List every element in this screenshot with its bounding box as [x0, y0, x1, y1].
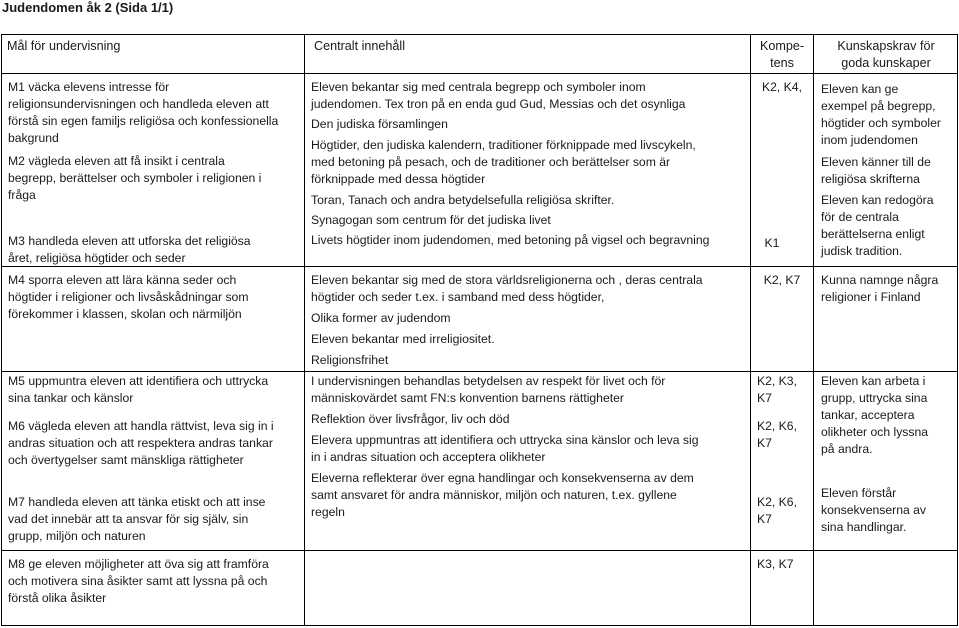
criteria-line: berättelserna enligt: [821, 227, 925, 241]
goal-line: året, religiösa högtider och seder: [8, 251, 186, 265]
goal-line: förstå olika åsikter: [8, 591, 107, 605]
header-goals: [7, 38, 120, 55]
col-divider-2: [750, 34, 751, 626]
content-row-2: [311, 272, 703, 369]
content-line: Religionsfrihet: [311, 353, 389, 367]
goal-line: M8 ge eleven möjligheter att öva sig att framföra: [8, 557, 269, 571]
content-line: högtider och seder t.ex. i samband med dess högtider,: [311, 290, 605, 304]
goal-m6: [8, 418, 274, 469]
content-line: Reflektion över livsfrågor, liv och död: [311, 412, 510, 426]
goal-m2: [8, 153, 261, 204]
content-line: regeln: [311, 505, 345, 519]
content-row-3: [311, 373, 699, 521]
header-criteria-line: goda kunskaper: [841, 56, 931, 70]
competence-value: K7: [757, 512, 772, 526]
page-title: Judendomen åk 2 (Sida 1/1): [2, 0, 174, 15]
criteria-line: religioner i Finland: [821, 290, 921, 304]
content-line: Eleverna reflekterar över egna handlingar och konsekvenserna av dem: [311, 471, 694, 485]
goal-line: och motivera sina åsikter samt att lyssna på och: [8, 574, 268, 588]
criteria-row-3b: [821, 485, 926, 536]
goal-line: sina tankar och känslor: [8, 391, 134, 405]
criteria-line: Kunna namnge några: [821, 273, 939, 287]
criteria-line: olikheter och lyssna: [821, 425, 929, 439]
content-line: Synagogan som centrum för det judiska livet: [311, 213, 551, 227]
criteria-line: exempel på begrepp,: [821, 99, 936, 113]
content-line: med betoning på pesach, och de traditioner och berättelser som är: [311, 155, 671, 169]
goal-m4: [8, 272, 249, 323]
col-divider-1: [304, 34, 305, 626]
goal-m3: [8, 233, 251, 267]
criteria-line: högtider och symboler: [821, 116, 941, 130]
criteria-line: Eleven kan redogöra: [821, 193, 934, 207]
goal-line: förekommer i klassen, skolan och närmiljön: [8, 307, 242, 321]
criteria-line: sina handlingar.: [821, 520, 907, 534]
goal-line: fråga: [8, 188, 36, 202]
header-divider: [1, 73, 958, 74]
competence-value: K2, K6,: [757, 419, 797, 433]
criteria-line: grupp, uttrycka sina: [821, 391, 928, 405]
goal-line: religionsundervisningen och handleda eleven att: [8, 97, 269, 111]
competence-value: K2, K4,: [762, 80, 802, 94]
goal-line: andras situation och att respektera andras tankar: [8, 436, 273, 450]
content-line: Eleven bekantar sig med de stora världsreligionerna och , deras centrala: [311, 273, 703, 287]
header-criteria: [814, 38, 958, 72]
content-line: in i andras situation och acceptera olikheter: [311, 450, 546, 464]
header-competence-line: tens: [770, 56, 794, 70]
competence-row-1: [751, 79, 813, 96]
criteria-line: Eleven känner till de: [821, 155, 931, 169]
table-border-right: [957, 34, 958, 626]
goal-m5: [8, 373, 268, 407]
competence-row-1b: [751, 235, 793, 252]
criteria-row-1a: [821, 81, 941, 149]
goal-line: bakgrund: [8, 131, 59, 145]
col-divider-3: [813, 34, 814, 626]
content-line: Den judiska församlingen: [311, 117, 448, 131]
goal-line: M5 uppmuntra eleven att identifiera och uttrycka: [8, 374, 269, 388]
content-line: samt ansvaret för andra människor, miljön och naturen, t.ex. gyllene: [311, 488, 677, 502]
content-line: Eleven bekantar sig med centrala begrepp och symboler inom: [311, 80, 646, 94]
criteria-line: Eleven förstår: [821, 486, 897, 500]
content-line: Högtider, den judiska kalendern, traditioner förknippade med livscykeln,: [311, 138, 696, 152]
criteria-line: konsekvenserna av: [821, 503, 927, 517]
content-row-1: [311, 79, 709, 249]
criteria-line: Eleven kan arbeta i: [821, 374, 926, 388]
criteria-line: inom judendomen: [821, 133, 918, 147]
goal-line: vad det innebär att ta ansvar för sig själv, sin: [8, 512, 249, 526]
competence-value: K7: [757, 436, 772, 450]
content-line: förknippade med dessa högtider: [311, 172, 486, 186]
competence-row-3b: [757, 418, 797, 452]
competence-value: K1: [764, 236, 780, 250]
goal-line: M6 vägleda eleven att handla rättvist, leva sig in i: [8, 419, 274, 433]
goal-line: grupp, miljön och naturen: [8, 529, 146, 543]
goal-line: högtider i religioner och livsåskådningar som: [8, 290, 249, 304]
table-border-top: [1, 34, 958, 35]
curriculum-table: [1, 34, 958, 626]
competence-value: K2, K6,: [757, 495, 797, 509]
goal-m8: [8, 556, 269, 607]
criteria-row-3a: [821, 373, 928, 458]
goal-m1: [8, 79, 278, 147]
criteria-line: religiösa skrifterna: [821, 172, 920, 186]
criteria-row-1c: [821, 192, 933, 260]
competence-value: K2, K7: [763, 273, 801, 287]
goal-line: förstå sin egen familjs religiösa och konfessionella: [8, 114, 279, 128]
table-border-left: [1, 34, 2, 626]
header-competence-line: Kompe-: [759, 39, 805, 53]
goal-line: M3 handleda eleven att utforska det religiösa: [8, 234, 251, 248]
goal-line: och övertygelser samt mänskliga rättigheter: [8, 453, 244, 467]
criteria-line: Eleven kan ge: [821, 82, 899, 96]
goal-line: M1 väcka elevens intresse för: [8, 80, 170, 94]
criteria-row-1b: [821, 154, 931, 188]
competence-row-4: [757, 556, 794, 573]
goal-line: M4 sporra eleven att lära känna seder och: [8, 273, 237, 287]
header-content: [314, 38, 405, 55]
competence-row-3: [757, 373, 797, 407]
content-line: människovärdet samt FN:s konvention barnens rättigheter: [311, 391, 624, 405]
competence-value: K7: [757, 391, 772, 405]
competence-value: K3, K7: [757, 557, 794, 571]
criteria-row-2: [821, 272, 938, 306]
criteria-line: judisk tradition.: [821, 244, 903, 258]
competence-row-3c: [757, 494, 797, 528]
goal-line: M2 vägleda eleven att få insikt i centrala: [8, 154, 225, 168]
content-line: I undervisningen behandlas betydelsen av respekt för livet och för: [311, 374, 666, 388]
content-line: judendomen. Tex tron på en enda gud Gud, Messias och det osynliga: [311, 97, 686, 111]
header-goals-label: Mål för undervisning: [7, 39, 121, 53]
content-line: Olika former av judendom: [311, 311, 451, 325]
criteria-line: för de centrala: [821, 210, 899, 224]
content-line: Livets högtider inom judendomen, med betoning på vigsel och begravning: [311, 233, 710, 247]
header-competence: [751, 38, 813, 72]
header-criteria-line: Kunskapskrav för: [837, 39, 935, 53]
content-line: Toran, Tanach och andra betydelsefulla religiösa skrifter.: [311, 193, 615, 207]
goal-m7: [8, 494, 265, 545]
competence-value: K2, K3,: [757, 374, 797, 388]
table-border-bottom: [1, 625, 958, 626]
goal-line: M7 handleda eleven att tänka etiskt och att inse: [8, 495, 266, 509]
row-divider-2: [1, 371, 958, 372]
criteria-line: tankar, acceptera: [821, 408, 915, 422]
header-content-label: Centralt innehåll: [314, 39, 406, 53]
content-line: Elevera uppmuntras att identifiera och uttrycka sina känslor och leva sig: [311, 433, 699, 447]
content-line: Eleven bekantar med irreligiositet.: [311, 332, 495, 346]
row-divider-3: [1, 550, 958, 551]
goal-line: begrepp, berättelser och symboler i religionen i: [8, 171, 262, 185]
competence-row-2: [751, 272, 813, 289]
criteria-line: på andra.: [821, 442, 873, 456]
